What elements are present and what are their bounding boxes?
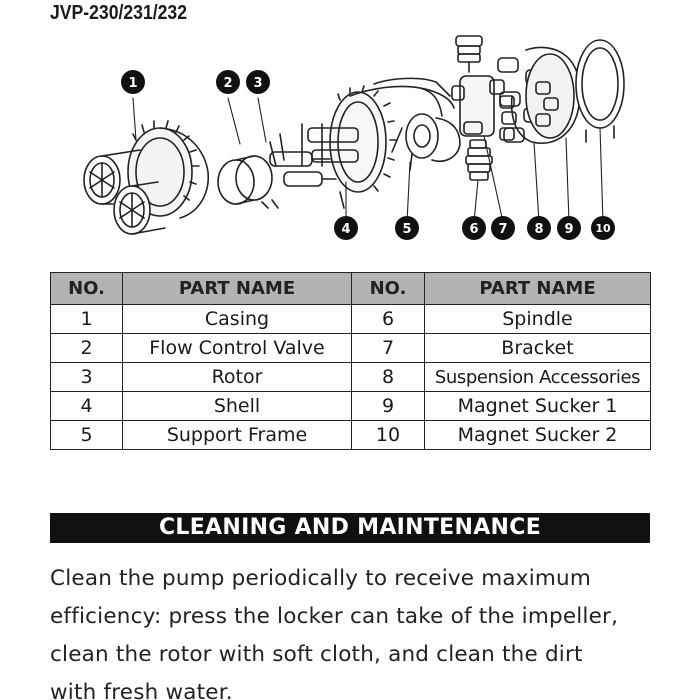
svg-text:4: 4 bbox=[341, 222, 351, 237]
part-name: Bracket bbox=[425, 334, 651, 363]
table-row bbox=[51, 334, 651, 363]
callout-3 bbox=[246, 70, 270, 94]
part-name: Magnet Sucker 1 bbox=[425, 392, 651, 421]
callout-6 bbox=[462, 216, 486, 240]
maintenance-instructions bbox=[50, 560, 670, 700]
part-number: 4 bbox=[51, 392, 123, 421]
table-row bbox=[51, 392, 651, 421]
part-name: Magnet Sucker 2 bbox=[425, 421, 651, 450]
svg-text:8: 8 bbox=[534, 222, 544, 237]
svg-text:6: 6 bbox=[469, 222, 479, 237]
callout-7 bbox=[491, 216, 515, 240]
part-number: 9 bbox=[352, 392, 425, 421]
callout-5 bbox=[395, 216, 419, 240]
svg-text:2: 2 bbox=[223, 76, 233, 91]
part-number: 3 bbox=[51, 363, 123, 392]
callout-10 bbox=[591, 216, 615, 240]
instruction-line: Clean the pump periodically to receive maximum bbox=[50, 566, 591, 591]
part-number: 1 bbox=[51, 305, 123, 334]
instruction-line: efficiency: press the locker can take of the impeller, bbox=[50, 604, 619, 629]
part-name: Support Frame bbox=[123, 421, 352, 450]
part-name: Rotor bbox=[123, 363, 352, 392]
callout-2 bbox=[216, 70, 240, 94]
callout-9 bbox=[557, 216, 581, 240]
table-row bbox=[51, 305, 651, 334]
valve-rotor-drawing bbox=[218, 134, 336, 208]
exploded-view-diagram bbox=[40, 32, 640, 252]
part-number: 7 bbox=[352, 334, 425, 363]
callout-8 bbox=[527, 216, 551, 240]
part-number: 10 bbox=[352, 421, 425, 450]
svg-text:10: 10 bbox=[595, 222, 611, 235]
part-number: 2 bbox=[51, 334, 123, 363]
column-header-part-name: PART NAME bbox=[123, 273, 352, 305]
part-number: 5 bbox=[51, 421, 123, 450]
column-header-part-name-2: PART NAME bbox=[425, 273, 651, 305]
table-row bbox=[51, 363, 651, 392]
part-name: Shell bbox=[123, 392, 352, 421]
instruction-line: clean the rotor with soft cloth, and clean the dirt bbox=[50, 642, 583, 667]
svg-text:9: 9 bbox=[564, 222, 574, 237]
callout-1 bbox=[121, 70, 145, 94]
shell-drawing bbox=[302, 86, 396, 208]
section-heading: CLEANING AND MAINTENANCE bbox=[158, 515, 542, 540]
column-header-no-2: NO. bbox=[352, 273, 425, 305]
model-title: JVP-230/231/232 bbox=[50, 2, 188, 24]
bracket-drawing bbox=[452, 76, 516, 140]
callout-4 bbox=[334, 216, 358, 240]
parts-table bbox=[50, 272, 651, 450]
table-header-row bbox=[51, 273, 651, 305]
casing-drawing bbox=[84, 121, 208, 234]
part-name: Casing bbox=[123, 305, 352, 334]
part-name: Suspension Accessories bbox=[425, 363, 651, 392]
svg-text:3: 3 bbox=[253, 76, 263, 91]
part-name: Spindle bbox=[425, 305, 651, 334]
instruction-line: with fresh water. bbox=[50, 680, 233, 700]
magnet-sucker-2-drawing bbox=[576, 40, 624, 142]
part-number: 8 bbox=[352, 363, 425, 392]
part-number: 6 bbox=[352, 305, 425, 334]
svg-text:1: 1 bbox=[128, 76, 138, 91]
svg-text:5: 5 bbox=[402, 222, 412, 237]
table-row bbox=[51, 421, 651, 450]
svg-text:7: 7 bbox=[498, 222, 508, 237]
column-header-no: NO. bbox=[51, 273, 123, 305]
part-name: Flow Control Valve bbox=[123, 334, 352, 363]
